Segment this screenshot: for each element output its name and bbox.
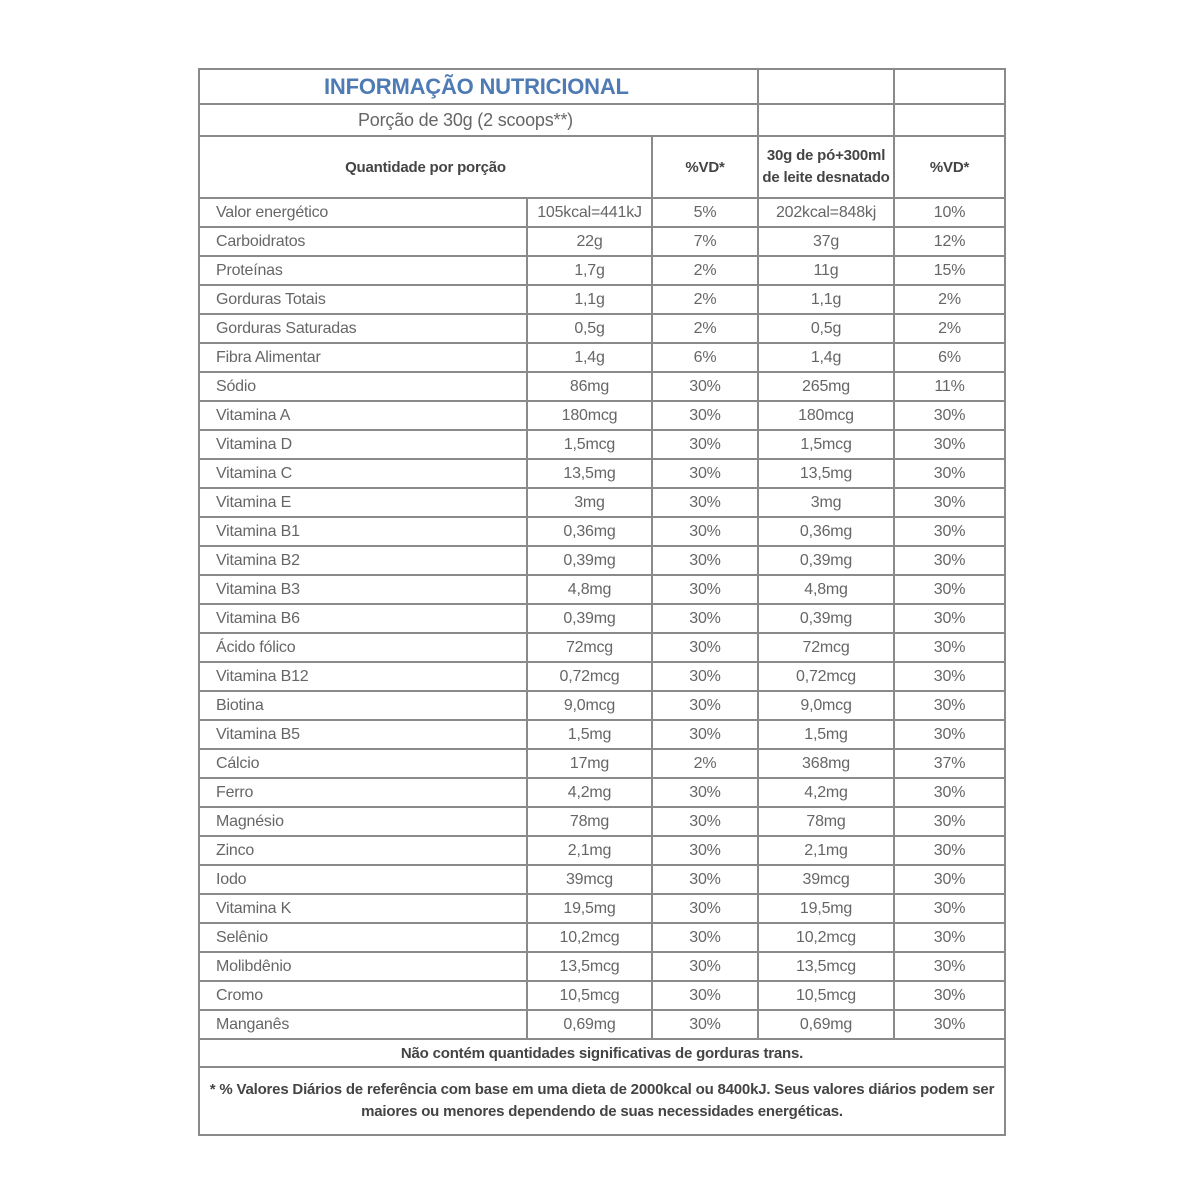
nutrient-name: Fibra Alimentar [199,343,527,372]
nutrient-name: Ácido fólico [199,633,527,662]
nutrient-vd-with-milk: 30% [894,604,1005,633]
nutrient-quantity-with-milk: 4,8mg [758,575,894,604]
table-row [199,778,1005,807]
nutrient-quantity: 4,8mg [527,575,652,604]
nutrient-quantity: 86mg [527,372,652,401]
nutrient-name: Gorduras Totais [199,285,527,314]
nutrient-quantity-with-milk: 1,1g [758,285,894,314]
table-row [199,285,1005,314]
nutrient-name: Carboidratos [199,227,527,256]
nutrient-quantity-with-milk: 1,5mcg [758,430,894,459]
nutrient-quantity: 19,5mg [527,894,652,923]
nutrient-vd: 30% [652,894,758,923]
nutrient-quantity-with-milk: 0,39mg [758,604,894,633]
nutrient-vd-with-milk: 30% [894,836,1005,865]
table-row [199,198,1005,227]
nutrient-vd: 30% [652,720,758,749]
nutrient-quantity: 0,69mg [527,1010,652,1039]
table-row [199,749,1005,778]
nutrient-vd-with-milk: 30% [894,778,1005,807]
nutrient-quantity-with-milk: 0,69mg [758,1010,894,1039]
table-row [199,836,1005,865]
table-row [199,546,1005,575]
nutrient-vd-with-milk: 10% [894,198,1005,227]
portion-empty-cell-1 [758,104,894,136]
nutrient-vd-with-milk: 30% [894,459,1005,488]
nutrient-vd-with-milk: 30% [894,865,1005,894]
nutrient-quantity-with-milk: 78mg [758,807,894,836]
nutrient-vd: 30% [652,952,758,981]
nutrient-quantity: 10,5mcg [527,981,652,1010]
nutrient-name: Vitamina B12 [199,662,527,691]
nutrient-quantity-with-milk: 39mcg [758,865,894,894]
nutrient-vd: 30% [652,604,758,633]
nutrient-name: Vitamina B1 [199,517,527,546]
nutrient-quantity: 13,5mcg [527,952,652,981]
nutrient-quantity: 0,39mg [527,604,652,633]
nutrient-quantity: 105kcal=441kJ [527,198,652,227]
nutrient-vd: 7% [652,227,758,256]
nutrient-quantity-with-milk: 3mg [758,488,894,517]
nutrient-name: Cromo [199,981,527,1010]
nutrient-quantity: 3mg [527,488,652,517]
nutrient-vd: 30% [652,575,758,604]
nutrient-vd-with-milk: 11% [894,372,1005,401]
nutrient-quantity-with-milk: 72mcg [758,633,894,662]
portion-size: Porção de 30g (2 scoops**) [199,104,758,136]
nutrient-quantity: 13,5mg [527,459,652,488]
nutrient-vd-with-milk: 30% [894,546,1005,575]
nutrient-quantity: 1,4g [527,343,652,372]
table-row [199,604,1005,633]
nutrient-vd: 30% [652,517,758,546]
nutrient-quantity-with-milk: 4,2mg [758,778,894,807]
nutrient-vd-with-milk: 30% [894,720,1005,749]
nutrient-vd: 30% [652,372,758,401]
nutrient-quantity: 0,72mcg [527,662,652,691]
nutrient-vd-with-milk: 30% [894,662,1005,691]
nutrient-quantity-with-milk: 0,5g [758,314,894,343]
nutrient-quantity-with-milk: 19,5mg [758,894,894,923]
nutrient-vd-with-milk: 30% [894,517,1005,546]
nutrient-quantity-with-milk: 1,4g [758,343,894,372]
nutrient-quantity: 180mcg [527,401,652,430]
nutrient-name: Molibdênio [199,952,527,981]
nutrient-quantity-with-milk: 9,0mcg [758,691,894,720]
nutrient-quantity-with-milk: 10,5mcg [758,981,894,1010]
nutrient-quantity-with-milk: 11g [758,256,894,285]
nutrient-quantity-with-milk: 1,5mg [758,720,894,749]
nutrient-quantity-with-milk: 368mg [758,749,894,778]
nutrient-vd-with-milk: 30% [894,691,1005,720]
nutrient-name: Sódio [199,372,527,401]
nutrient-vd: 30% [652,836,758,865]
nutrient-quantity-with-milk: 13,5mcg [758,952,894,981]
nutrient-name: Manganês [199,1010,527,1039]
nutrient-name: Biotina [199,691,527,720]
table-row [199,517,1005,546]
table-row [199,691,1005,720]
title-empty-cell-2 [894,69,1005,104]
table-row [199,1010,1005,1039]
nutrient-vd: 2% [652,256,758,285]
nutrient-quantity-with-milk: 265mg [758,372,894,401]
nutrient-vd: 30% [652,401,758,430]
header-row [199,136,1005,198]
nutrition-table [198,68,1006,1136]
footnote-text: * % Valores Diários de referência com base em uma dieta de 2000kcal ou 8400kJ. Seus valores diários podem ser maiores ou menores dependendo de suas necessidades energéticas. [209,1081,995,1120]
nutrient-quantity-with-milk: 0,39mg [758,546,894,575]
nutrient-name: Vitamina B6 [199,604,527,633]
nutrient-name: Vitamina E [199,488,527,517]
nutrient-name: Magnésio [199,807,527,836]
nutrient-name: Cálcio [199,749,527,778]
nutrient-vd: 30% [652,459,758,488]
nutrient-quantity: 0,39mg [527,546,652,575]
nutrient-vd-with-milk: 30% [894,430,1005,459]
nutrient-vd: 30% [652,1010,758,1039]
header-quantity: Quantidade por porção [199,136,652,198]
nutrient-vd: 30% [652,662,758,691]
header-vd: %VD* [652,136,758,198]
nutrient-vd: 30% [652,691,758,720]
nutrient-vd-with-milk: 15% [894,256,1005,285]
table-row [199,256,1005,285]
nutrient-name: Zinco [199,836,527,865]
nutrient-vd-with-milk: 30% [894,952,1005,981]
nutrient-quantity: 10,2mcg [527,923,652,952]
title-empty-cell-1 [758,69,894,104]
table-row [199,488,1005,517]
nutrient-vd: 2% [652,749,758,778]
table-row [199,865,1005,894]
nutrient-vd-with-milk: 30% [894,488,1005,517]
header-milk [758,136,894,198]
nutrient-vd-with-milk: 2% [894,285,1005,314]
nutrient-name: Vitamina D [199,430,527,459]
nutrient-name: Proteínas [199,256,527,285]
nutrient-quantity-with-milk: 2,1mg [758,836,894,865]
table-row [199,807,1005,836]
table-row [199,981,1005,1010]
table-row [199,430,1005,459]
nutrient-name: Vitamina A [199,401,527,430]
nutrient-name: Selênio [199,923,527,952]
nutrient-quantity-with-milk: 13,5mg [758,459,894,488]
nutrient-quantity-with-milk: 180mcg [758,401,894,430]
nutrient-vd-with-milk: 30% [894,923,1005,952]
nutrient-name: Ferro [199,778,527,807]
table-row [199,720,1005,749]
nutrient-vd: 30% [652,981,758,1010]
nutrient-quantity: 78mg [527,807,652,836]
table-row [199,952,1005,981]
nutrient-quantity: 39mcg [527,865,652,894]
nutrient-vd-with-milk: 12% [894,227,1005,256]
nutrient-vd-with-milk: 30% [894,894,1005,923]
nutrient-quantity: 72mcg [527,633,652,662]
nutrient-vd: 5% [652,198,758,227]
nutrient-vd: 30% [652,865,758,894]
nutrient-quantity: 9,0mcg [527,691,652,720]
nutrient-vd: 30% [652,923,758,952]
table-row [199,372,1005,401]
nutrient-vd-with-milk: 30% [894,981,1005,1010]
nutrient-quantity: 0,36mg [527,517,652,546]
nutrient-quantity-with-milk: 10,2mcg [758,923,894,952]
nutrient-vd-with-milk: 2% [894,314,1005,343]
header-milk-line1: 30g de pó+300ml [766,147,886,164]
table-title: INFORMAÇÃO NUTRICIONAL [199,69,758,104]
trans-fat-note: Não contém quantidades significativas de gorduras trans. [199,1039,1005,1067]
nutrient-vd-with-milk: 6% [894,343,1005,372]
nutrient-vd: 30% [652,778,758,807]
nutrient-name: Vitamina K [199,894,527,923]
nutrient-vd: 6% [652,343,758,372]
table-row [199,894,1005,923]
header-milk-line2: de leite desnatado [762,169,890,186]
table-row [199,343,1005,372]
nutrient-name: Iodo [199,865,527,894]
nutrient-vd: 30% [652,430,758,459]
nutrient-vd: 2% [652,285,758,314]
nutrient-vd: 30% [652,546,758,575]
nutrient-name: Valor energético [199,198,527,227]
table-row [199,662,1005,691]
nutrient-name: Vitamina B5 [199,720,527,749]
table-row [199,633,1005,662]
nutrient-quantity: 1,5mg [527,720,652,749]
nutrient-vd-with-milk: 30% [894,633,1005,662]
nutrient-vd-with-milk: 30% [894,575,1005,604]
nutrient-vd: 30% [652,633,758,662]
nutrient-quantity-with-milk: 202kcal=848kj [758,198,894,227]
nutrient-name: Vitamina C [199,459,527,488]
table-row [199,575,1005,604]
nutrient-quantity-with-milk: 0,72mcg [758,662,894,691]
nutrient-quantity-with-milk: 0,36mg [758,517,894,546]
nutrient-quantity: 4,2mg [527,778,652,807]
nutrient-quantity: 0,5g [527,314,652,343]
nutrient-quantity: 1,1g [527,285,652,314]
portion-row [199,104,1005,136]
nutrient-vd-with-milk: 30% [894,807,1005,836]
nutrient-vd-with-milk: 30% [894,401,1005,430]
title-row [199,69,1005,104]
table-row [199,459,1005,488]
nutrient-vd: 30% [652,807,758,836]
nutrient-quantity: 1,7g [527,256,652,285]
table-row [199,314,1005,343]
nutrition-facts-panel [198,68,1004,1138]
nutrient-quantity: 17mg [527,749,652,778]
table-row [199,923,1005,952]
nutrient-quantity: 1,5mcg [527,430,652,459]
table-row [199,401,1005,430]
nutrient-vd: 30% [652,488,758,517]
header-vd-milk: %VD* [894,136,1005,198]
nutrient-quantity-with-milk: 37g [758,227,894,256]
nutrient-vd: 2% [652,314,758,343]
nutrient-vd-with-milk: 30% [894,1010,1005,1039]
portion-empty-cell-2 [894,104,1005,136]
footnote-cell [199,1067,1005,1135]
table-row [199,227,1005,256]
footnote-row [199,1067,1005,1135]
trans-fat-row [199,1039,1005,1067]
nutrient-quantity: 2,1mg [527,836,652,865]
nutrient-vd-with-milk: 37% [894,749,1005,778]
nutrient-quantity: 22g [527,227,652,256]
nutrient-name: Vitamina B2 [199,546,527,575]
nutrient-name: Vitamina B3 [199,575,527,604]
nutrient-name: Gorduras Saturadas [199,314,527,343]
